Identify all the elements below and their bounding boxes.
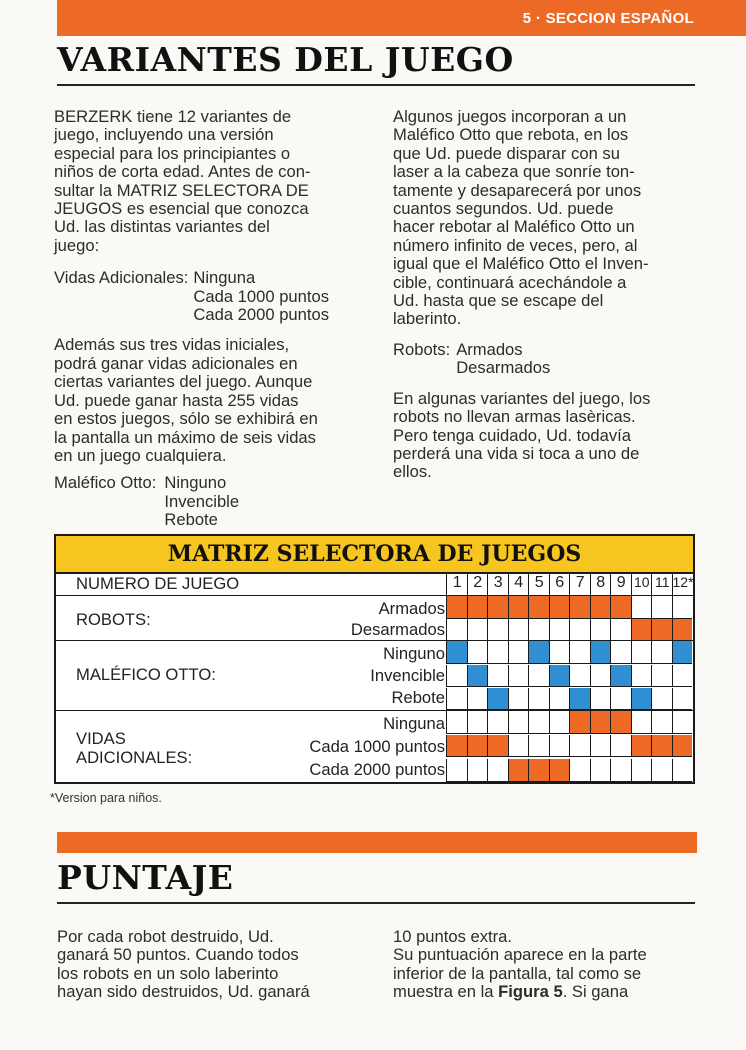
matrix-cell — [487, 735, 508, 758]
matrix-cell — [590, 688, 611, 711]
matrix-cell — [651, 596, 672, 619]
otto-option: Rebote — [164, 510, 218, 530]
matrix-cell — [508, 759, 529, 782]
matrix-cell — [590, 735, 611, 758]
matrix-cell — [446, 665, 467, 688]
game-number-cell — [631, 572, 652, 596]
score-rule — [57, 902, 695, 904]
matrix-cell — [610, 641, 631, 664]
otto-paragraph: Algunos juegos incorporan a un Maléfico Otto que rebota, en los que Ud. puede disparar con su laser a la cabeza que sonríe ton- tamente y desaparecerá por unos cuantos segundos. Ud. puede hacer rebotar al Maléfico Otto un número infinito de veces, pero, al igual que el Maléfico Otto el Inven- cible, continuará acechándole a Ud. hasta que se escape del laberinto. — [393, 107, 649, 329]
matrix-cell — [467, 759, 488, 782]
matrix-cell — [508, 711, 529, 734]
matrix-row-label: Cada 2000 puntos — [309, 760, 445, 779]
lives-option: Ninguna — [193, 268, 256, 288]
matrix-cell — [569, 688, 590, 711]
matrix-cell — [508, 641, 529, 664]
otto-option: Invencible — [164, 491, 240, 511]
matrix-cell — [610, 688, 631, 711]
game-number-cell — [528, 572, 549, 596]
score-right-text: 10 puntos extra. Su puntuación aparece en la parte inferior de la pantalla, tal como se muestra en la — [393, 927, 647, 1002]
matrix-cell — [569, 711, 590, 734]
matrix-cell — [590, 665, 611, 688]
game-number: 7 — [575, 574, 585, 591]
matrix-row-label: Rebote — [391, 688, 445, 707]
right-column — [393, 108, 703, 482]
matrix-cell — [467, 596, 488, 619]
matrix-cell — [651, 688, 672, 711]
lives-section-label: VIDAS ADICIONALES: — [76, 729, 193, 767]
matrix-cell — [549, 759, 570, 782]
score-right-paragraph — [393, 928, 703, 1002]
matrix-cell — [631, 688, 652, 711]
matrix-row-label: Cada 1000 puntos — [309, 737, 445, 756]
matrix-cell — [631, 596, 652, 619]
game-number-cell — [487, 572, 508, 596]
footnote: *Version para niños. — [50, 791, 162, 805]
matrix-cell — [446, 711, 467, 734]
section-label: 5 · SECCION ESPAÑOL — [522, 9, 694, 27]
matrix-cell — [467, 619, 488, 642]
matrix-cell — [672, 711, 693, 734]
title-rule — [57, 84, 695, 86]
matrix-cell — [651, 619, 672, 642]
matrix-cell — [549, 596, 570, 619]
matrix-row-label: Ninguna — [383, 714, 445, 733]
matrix-cell — [590, 641, 611, 664]
section-divider-bar — [57, 832, 697, 853]
matrix-row-label: Invencible — [370, 666, 445, 685]
game-number-cell — [590, 572, 611, 596]
score-right-text: . Si gana — [562, 982, 629, 1002]
robots-option: Desarmados — [456, 358, 551, 378]
matrix-cell — [508, 596, 529, 619]
otto-label: Maléfico Otto: — [54, 473, 157, 493]
robots-options — [393, 341, 703, 378]
matrix-cell — [528, 596, 549, 619]
robots-option: Armados — [456, 339, 523, 359]
lives-option: Cada 1000 puntos — [193, 286, 330, 306]
variants-title: VARIANTES DEL JUEGO — [57, 40, 514, 79]
lives-paragraph: Además sus tres vidas iniciales, podrá ganar vidas adicionales en ciertas variantes del juego. Aunque Ud. puede ganar hasta 255 vidas en estos juegos, sólo se exhibirá en la pantalla un máximo de seis vidas en un juego cualquiera. — [54, 335, 318, 465]
matrix-cell — [487, 665, 508, 688]
matrix-cell — [467, 688, 488, 711]
score-right-column — [393, 928, 703, 1002]
game-number: 2 — [473, 574, 483, 591]
matrix-cell — [528, 735, 549, 758]
lives-label: Vidas Adicionales: — [54, 268, 189, 288]
matrix-cell — [508, 735, 529, 758]
matrix-cell — [528, 641, 549, 664]
game-number-cell — [508, 572, 529, 596]
matrix-cell — [672, 641, 693, 664]
matrix-cell — [672, 735, 693, 758]
game-number: 3 — [493, 574, 503, 591]
robots-paragraph: En algunas variantes del juego, los robots no llevan armas lasèricas. Pero tenga cuidado, Ud. todavía perderá una vida si toca a uno de ellos. — [393, 388, 651, 482]
matrix-cell — [467, 735, 488, 758]
game-number: 5 — [534, 574, 544, 591]
matrix-cell — [672, 596, 693, 619]
matrix-cell — [549, 735, 570, 758]
game-number-cell — [446, 572, 467, 596]
matrix-cell — [590, 759, 611, 782]
matrix-cell — [569, 759, 590, 782]
matrix-cell — [487, 641, 508, 664]
matrix-cell — [672, 688, 693, 711]
matrix-cell — [631, 735, 652, 758]
matrix-cell — [610, 619, 631, 642]
matrix-cell — [446, 759, 467, 782]
otto-section-label: MALÉFICO OTTO: — [76, 665, 216, 684]
matrix-cell — [446, 735, 467, 758]
matrix-cell — [467, 711, 488, 734]
matrix-cell — [569, 641, 590, 664]
matrix-cell — [549, 641, 570, 664]
matrix-cell — [651, 735, 672, 758]
robots-section-label: ROBOTS: — [76, 610, 151, 629]
matrix-cell — [528, 665, 549, 688]
matrix-cell — [610, 735, 631, 758]
game-number: 8 — [596, 574, 606, 591]
matrix-cell — [549, 688, 570, 711]
matrix-cell — [590, 711, 611, 734]
lives-options — [54, 269, 374, 324]
matrix-cell — [569, 619, 590, 642]
game-number: 4 — [514, 574, 524, 591]
matrix-cell — [508, 665, 529, 688]
game-number-cell — [651, 572, 672, 596]
section-header-bar — [57, 0, 746, 36]
score-left-paragraph: Por cada robot destruido, Ud. ganará 50 puntos. Cuando todos los robots en un solo laberinto hayan sido destruidos, Ud. ganará — [57, 927, 310, 1002]
matrix-cell — [569, 735, 590, 758]
matrix-cell — [631, 619, 652, 642]
matrix-row-label: Ninguno — [383, 644, 445, 663]
score-title: PUNTAJE — [57, 858, 234, 897]
game-number: 10 — [633, 574, 650, 590]
matrix-cell — [487, 688, 508, 711]
matrix-cell — [610, 711, 631, 734]
matrix-cell — [631, 641, 652, 664]
score-left-column — [57, 928, 377, 1002]
matrix-cell — [651, 641, 672, 664]
matrix-cell — [446, 641, 467, 664]
matrix-cell — [446, 688, 467, 711]
matrix-cell — [672, 619, 693, 642]
matrix-cell — [651, 665, 672, 688]
matrix-cell — [528, 759, 549, 782]
matrix-row-label: Desarmados — [350, 620, 445, 639]
matrix-cell — [528, 688, 549, 711]
figure-reference: Figura 5 — [498, 982, 563, 1002]
matrix-cell — [528, 619, 549, 642]
lives-option: Cada 2000 puntos — [193, 305, 330, 325]
matrix-cell — [590, 596, 611, 619]
matrix-cell — [446, 619, 467, 642]
game-number: 6 — [555, 574, 565, 591]
matrix-cell — [487, 711, 508, 734]
robots-label: Robots: — [393, 339, 451, 359]
game-selector-matrix — [54, 534, 695, 784]
left-column — [54, 108, 374, 530]
game-number: 12* — [672, 574, 694, 590]
matrix-cell — [610, 596, 631, 619]
matrix-cell — [508, 688, 529, 711]
matrix-cell — [487, 596, 508, 619]
game-number-cell — [610, 572, 631, 596]
otto-option: Ninguno — [164, 473, 227, 493]
game-number: 9 — [616, 574, 626, 591]
game-number-cell — [672, 572, 693, 596]
otto-options — [54, 474, 374, 529]
matrix-cell — [610, 665, 631, 688]
matrix-cell — [569, 596, 590, 619]
matrix-cell — [631, 711, 652, 734]
matrix-cell — [672, 759, 693, 782]
game-number-label: NUMERO DE JUEGO — [76, 574, 240, 593]
matrix-cell — [549, 665, 570, 688]
game-number-cell — [569, 572, 590, 596]
intro-paragraph: BERZERK tiene 12 variantes de juego, incluyendo una versión especial para los principiantes o niños de corta edad. Antes de con- sultar la MATRIZ SELECTORA DE JEUGOS es esencial que conozca Ud. las distintas variantes del juego: — [54, 107, 311, 255]
matrix-cell — [467, 665, 488, 688]
matrix-cell — [549, 619, 570, 642]
game-number: 11 — [654, 574, 670, 590]
matrix-row-label: Armados — [378, 599, 445, 618]
game-number-cell — [467, 572, 488, 596]
matrix-cell — [610, 759, 631, 782]
matrix-cell — [446, 596, 467, 619]
matrix-cell — [569, 665, 590, 688]
matrix-cell — [651, 711, 672, 734]
game-number: 1 — [452, 574, 462, 591]
matrix-cell — [487, 759, 508, 782]
matrix-cell — [528, 711, 549, 734]
matrix-cell — [467, 641, 488, 664]
matrix-cell — [631, 665, 652, 688]
matrix-cell — [631, 759, 652, 782]
matrix-cell — [549, 711, 570, 734]
game-number-cell — [549, 572, 570, 596]
matrix-cell — [651, 759, 672, 782]
matrix-cell — [508, 619, 529, 642]
matrix-cell — [672, 665, 693, 688]
matrix-cell — [590, 619, 611, 642]
matrix-title: MATRIZ SELECTORA DE JUEGOS — [56, 536, 693, 574]
matrix-cell — [487, 619, 508, 642]
